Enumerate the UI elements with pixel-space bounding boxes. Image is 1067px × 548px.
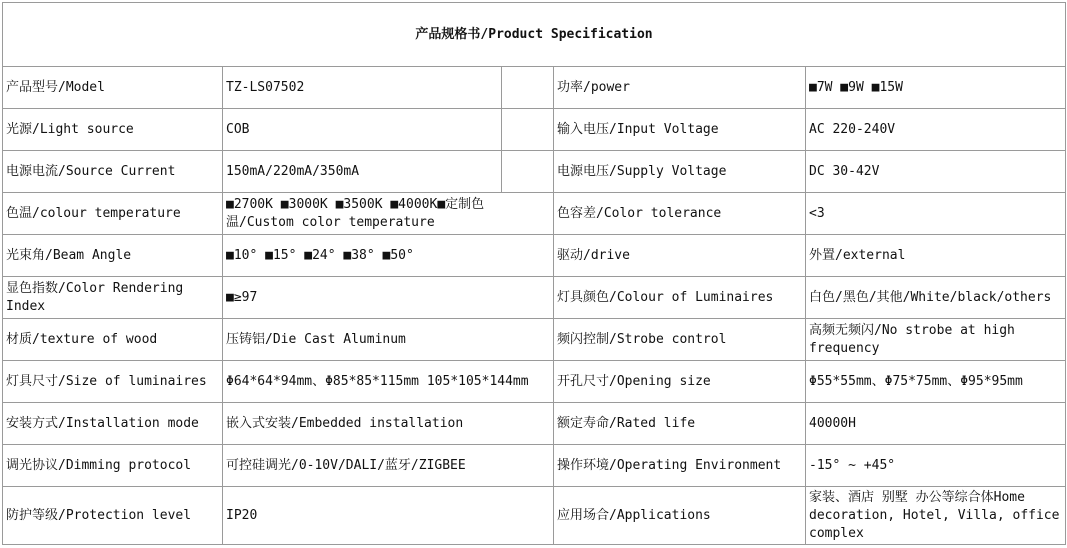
row-label: 调光协议/Dimming protocol xyxy=(3,445,223,487)
table-row xyxy=(3,151,1066,193)
row-label: 光束角/Beam Angle xyxy=(3,235,223,277)
row-label: 色容差/Color tolerance xyxy=(554,193,806,235)
title-row xyxy=(3,3,1066,67)
row-value: IP20 xyxy=(223,487,554,545)
table-row xyxy=(3,109,1066,151)
row-value: TZ-LS07502 xyxy=(223,67,502,109)
table-row xyxy=(3,403,1066,445)
row-value: ■≥97 xyxy=(223,277,554,319)
table-row xyxy=(3,277,1066,319)
row-value: 外置/external xyxy=(806,235,1066,277)
row-value: 白色/黑色/其他/White/black/others xyxy=(806,277,1066,319)
table-row xyxy=(3,361,1066,403)
row-value: <3 xyxy=(806,193,1066,235)
row-value: 家装、酒店 别墅 办公等综合体Home decoration, Hotel, Villa, office complex xyxy=(806,487,1066,545)
spec-table xyxy=(2,2,1066,545)
row-value: 压铸铝/Die Cast Aluminum xyxy=(223,319,554,361)
table-row xyxy=(3,445,1066,487)
row-label: 灯具颜色/Colour of Luminaires xyxy=(554,277,806,319)
table-row xyxy=(3,193,1066,235)
table-row xyxy=(3,235,1066,277)
row-label: 频闪控制/Strobe control xyxy=(554,319,806,361)
row-label: 开孔尺寸/Opening size xyxy=(554,361,806,403)
page-title: 产品规格书/Product Specification xyxy=(3,3,1066,67)
row-label: 灯具尺寸/Size of luminaires xyxy=(3,361,223,403)
row-value: ■2700K ■3000K ■3500K ■4000K■定制色温/Custom color temperature xyxy=(223,193,554,235)
row-label: 显色指数/Color Rendering Index xyxy=(3,277,223,319)
row-value: AC 220-240V xyxy=(806,109,1066,151)
row-label: 操作环境/Operating Environment xyxy=(554,445,806,487)
row-value: Φ64*64*94mm、Φ85*85*115mm 105*105*144mm xyxy=(223,361,554,403)
row-label: 电源电压/Supply Voltage xyxy=(554,151,806,193)
row-label: 额定寿命/Rated life xyxy=(554,403,806,445)
row-label: 光源/Light source xyxy=(3,109,223,151)
row-value: 40000H xyxy=(806,403,1066,445)
table-row xyxy=(3,67,1066,109)
table-row xyxy=(3,319,1066,361)
row-value: Φ55*55mm、Φ75*75mm、Φ95*95mm xyxy=(806,361,1066,403)
row-value: DC 30-42V xyxy=(806,151,1066,193)
row-value: 150mA/220mA/350mA xyxy=(223,151,502,193)
row-value: COB xyxy=(223,109,502,151)
row-label: 安装方式/Installation mode xyxy=(3,403,223,445)
row-label: 输入电压/Input Voltage xyxy=(554,109,806,151)
row-label: 驱动/drive xyxy=(554,235,806,277)
row-label: 防护等级/Protection level xyxy=(3,487,223,545)
row-value: 可控硅调光/0-10V/DALI/蓝牙/ZIGBEE xyxy=(223,445,554,487)
row-label: 材质/texture of wood xyxy=(3,319,223,361)
row-value: -15° ~ +45° xyxy=(806,445,1066,487)
row-value: ■10° ■15° ■24° ■38° ■50° xyxy=(223,235,554,277)
spacer-cell xyxy=(502,67,554,109)
row-label: 应用场合/Applications xyxy=(554,487,806,545)
row-value: 嵌入式安装/Embedded installation xyxy=(223,403,554,445)
table-row xyxy=(3,487,1066,545)
row-label: 产品型号/Model xyxy=(3,67,223,109)
row-value: ■7W ■9W ■15W xyxy=(806,67,1066,109)
spacer-cell xyxy=(502,109,554,151)
row-value: 高频无频闪/No strobe at high frequency xyxy=(806,319,1066,361)
row-label: 色温/colour temperature xyxy=(3,193,223,235)
row-label: 电源电流/Source Current xyxy=(3,151,223,193)
spacer-cell xyxy=(502,151,554,193)
row-label: 功率/power xyxy=(554,67,806,109)
